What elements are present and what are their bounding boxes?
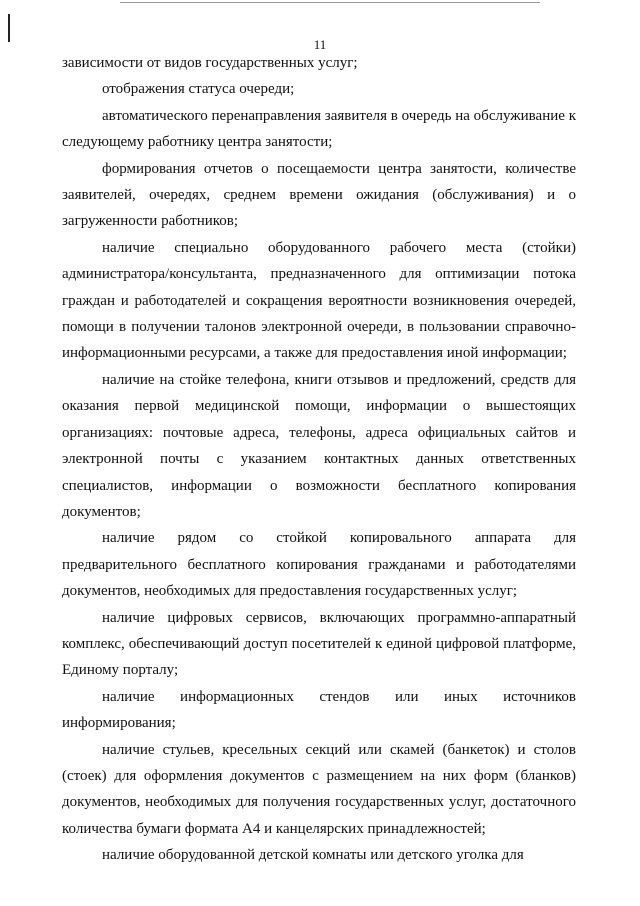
- paragraph-copier: наличие рядом со стойкой копировального аппарата для предварительного бесплатного копирования гражданами и работодателями документов, необходимых для предоставления государственных услуг;: [62, 530, 576, 600]
- paragraph-reports: формирования отчетов о посещаемости центра занятости, количестве заявителей, очередях, среднем времени ожидания (обслуживания) и о загруженности работников;: [62, 160, 576, 230]
- paragraph-desk-equipment: наличие на стойке телефона, книги отзывов и предложений, средств для оказания первой медицинской помощи, информации о вышестоящих организациях: почтовые адреса, телефоны, адреса официальных сайтов и электронной почты с указанием контактных данных ответственных специалистов, информации о возможности бесплатного копирования документов;: [62, 371, 576, 520]
- page-number: 11: [313, 37, 327, 52]
- paragraph-seating-tables: наличие стульев, кресельных секций или скамей (банкеток) и столов (стоек) для оформления документов с размещением на них форм (бланков) документов, необходимых для получения государственных услуг, достаточного количества бумаги формата А4 и канцелярских принадлежностей;: [62, 741, 576, 837]
- document-body: [62, 50, 576, 869]
- paragraph-info-stands: наличие информационных стендов или иных источников информирования;: [62, 688, 576, 732]
- paragraph-admin-desk: наличие специально оборудованного рабочего места (стойки) администратора/консультанта, предназначенного для оптимизации потока граждан и работодателей и сокращения вероятности возникновения очередей, помощи в получении талонов электронной очереди, в пользовании справочно-информационными ресурсами, а также для предоставления иной информации;: [62, 239, 576, 362]
- paragraph-queue-status: отображения статуса очереди;: [102, 81, 295, 98]
- paragraph-children-room: наличие оборудованной детской комнаты или детского уголка для: [102, 847, 524, 864]
- paragraph-digital-services: наличие цифровых сервисов, включающих программно-аппаратный комплекс, обеспечивающий доступ посетителей к единой цифровой платформе, Единому порталу;: [62, 609, 576, 679]
- scan-top-border: [120, 2, 540, 3]
- paragraph-auto-redirect: автоматического перенаправления заявителя в очередь на обслуживание к следующему работнику центра занятости;: [62, 107, 576, 151]
- paragraph-queue-by-service-type: зависимости от видов государственных услуг;: [62, 55, 358, 71]
